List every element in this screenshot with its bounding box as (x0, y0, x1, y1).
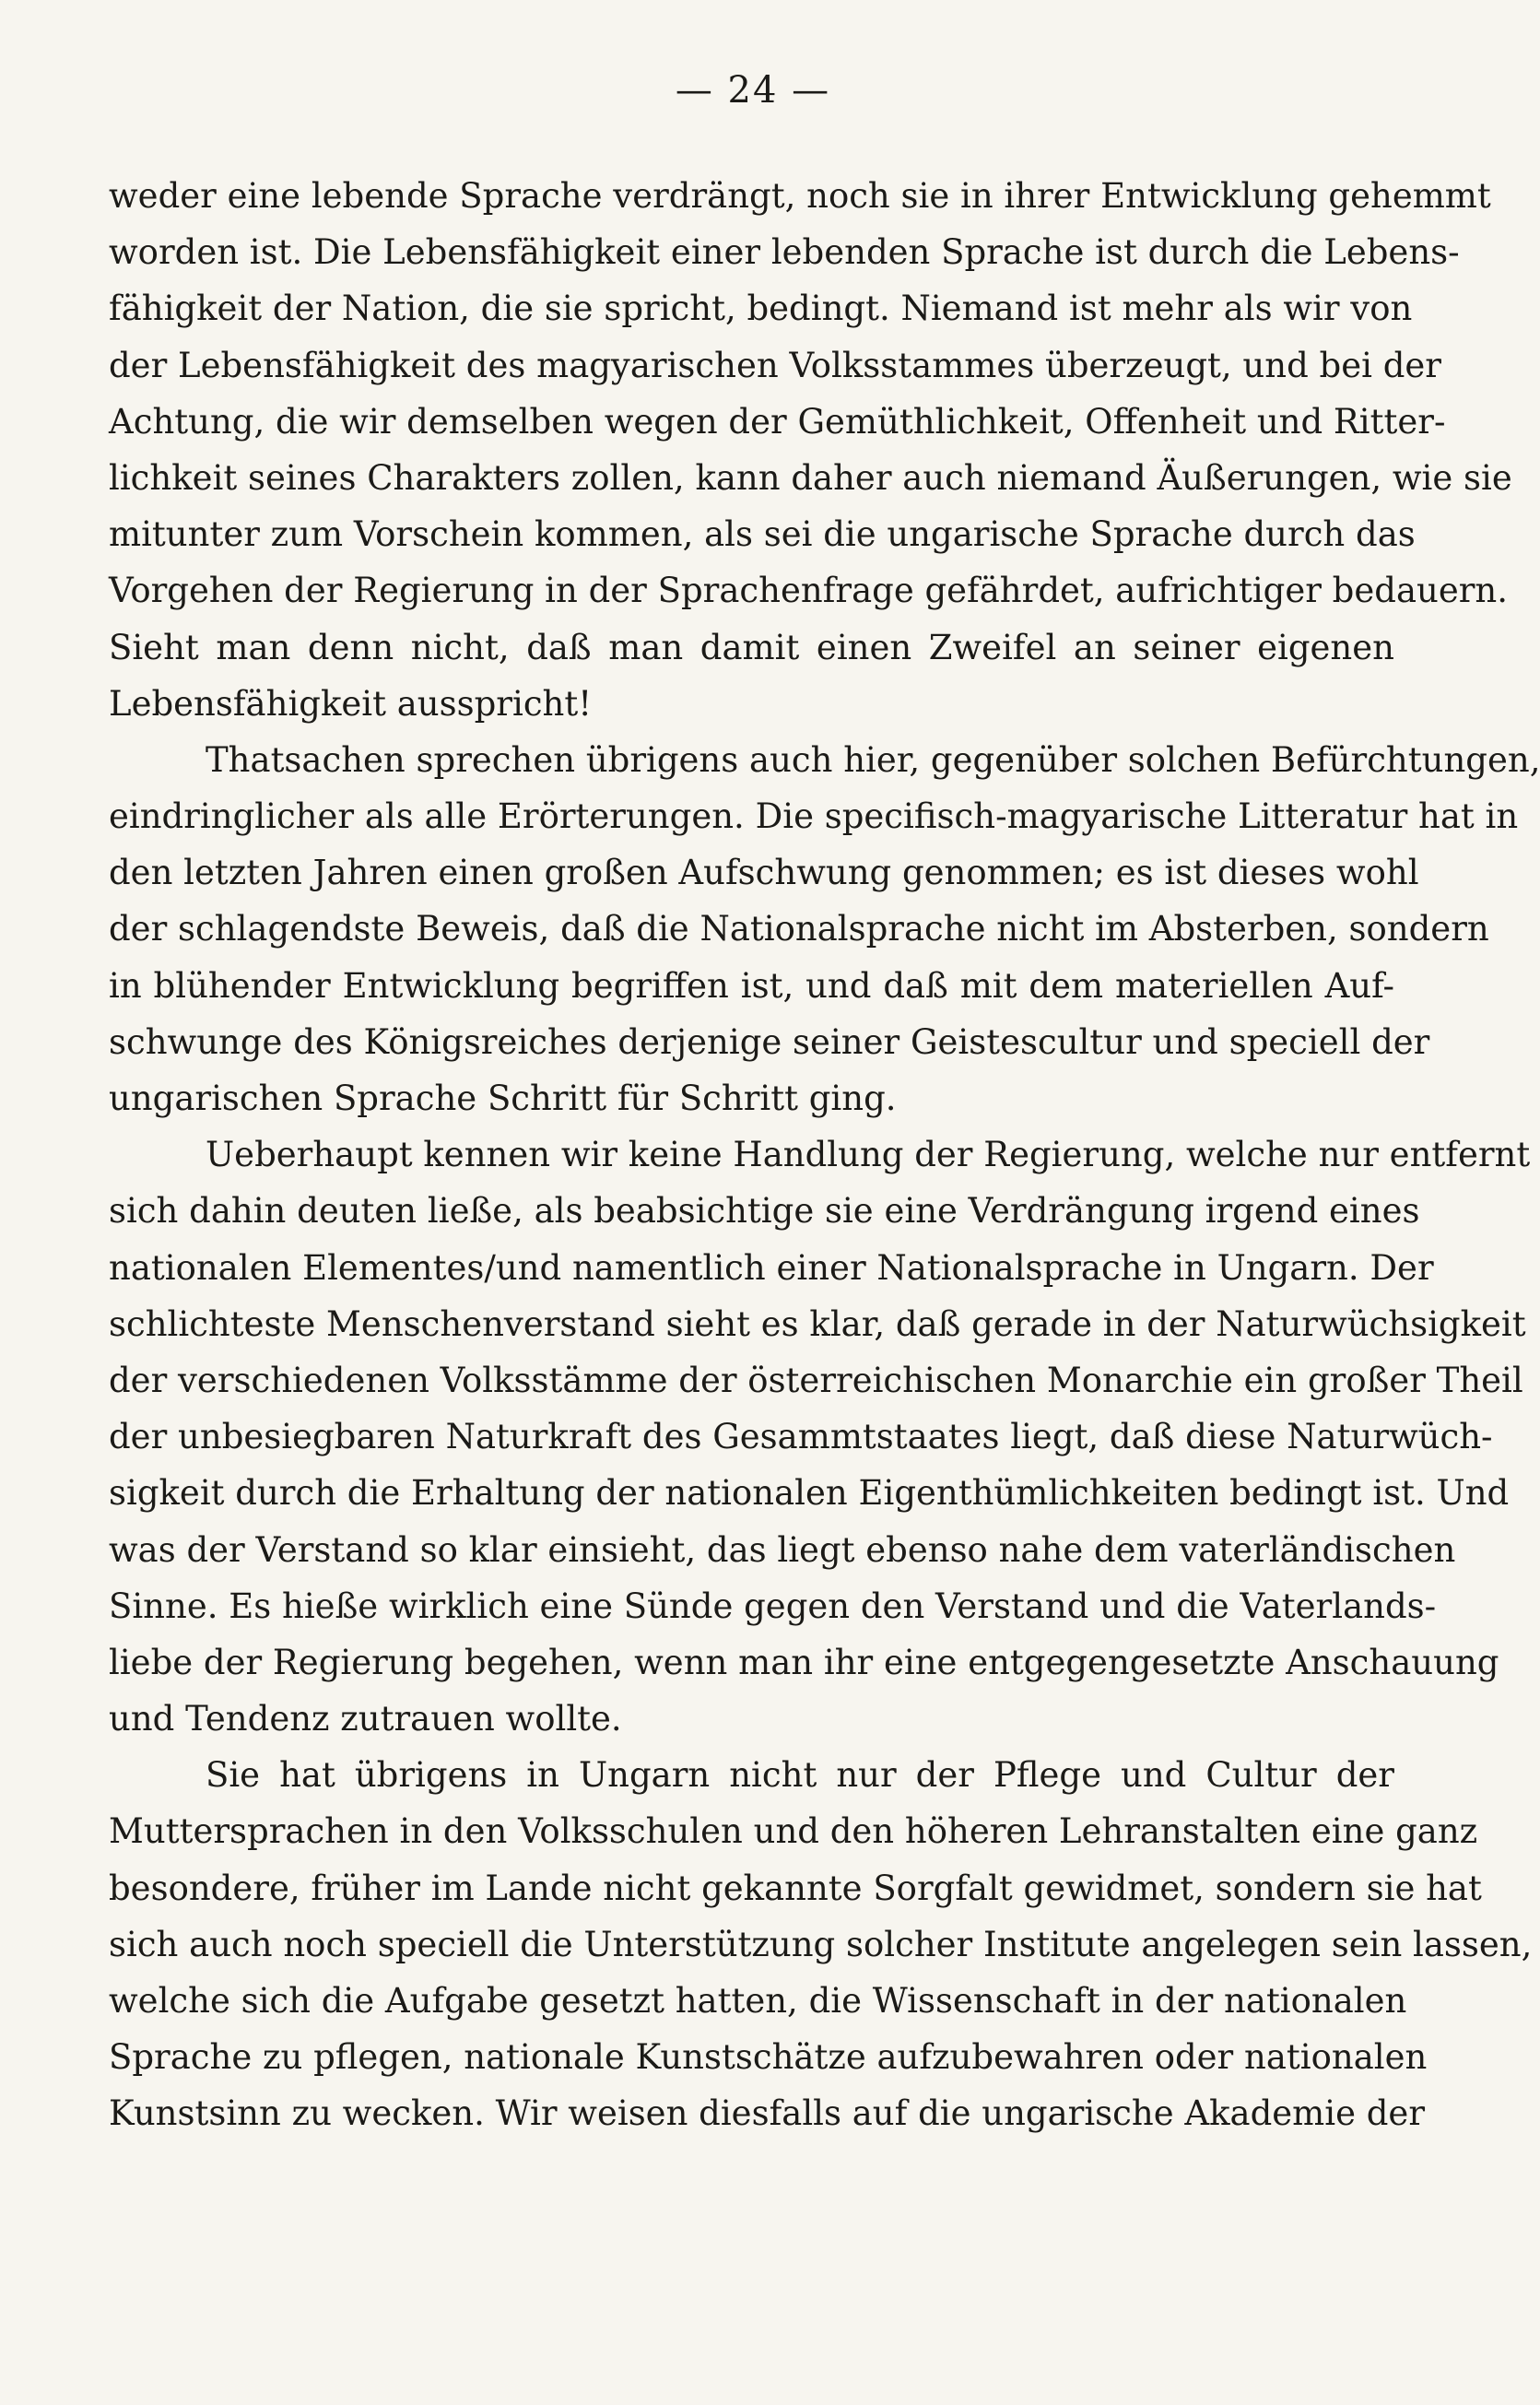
text-line: worden ist. Die Lebensfähigkeit einer lebenden Sprache ist durch die Lebens- (109, 232, 1460, 273)
text-line: der schlagendste Beweis, daß die Nationalsprache nicht im Absterben, sondern (109, 909, 1489, 949)
text-line: eindringlicher als alle Erörterungen. Die specifisch-magyarische Litteratur hat in (109, 796, 1519, 837)
text-line: weder eine lebende Sprache verdrängt, noch sie in ihrer Entwicklung gehemmt (109, 176, 1491, 216)
text-line: der unbesiegbaren Naturkraft des Gesammtstaates liegt, daß diese Naturwüch- (109, 1417, 1493, 1457)
text-line: fähigkeit der Nation, die sie spricht, bedingt. Niemand ist mehr als wir von (109, 289, 1413, 329)
text-line: schwunge des Königsreiches derjenige seiner Geistescultur und speciell der (109, 1021, 1430, 1062)
text-line: besondere, früher im Lande nicht gekannte Sorgfalt gewidmet, sondern sie hat (109, 1868, 1482, 1908)
text-line: Sinne. Es hieße wirklich eine Sünde gegen den Verstand und die Vaterlands- (109, 1586, 1437, 1626)
text-line: in blühender Entwicklung begriffen ist, und daß mit dem materiellen Auf- (109, 965, 1394, 1006)
paragraph-start-line: Thatsachen sprechen übrigens auch hier, gegenüber solchen Befürchtungen, (206, 739, 1540, 780)
text-line: Sieht man denn nicht, daß man damit einen Zweifel an seiner eigenen (109, 627, 1394, 667)
text-line: mitunter zum Vorschein kommen, als sei die ungarische Sprache durch das (109, 514, 1416, 555)
text-line: schlichteste Menschenverstand sieht es klar, daß gerade in der Naturwüchsigkeit (109, 1303, 1526, 1344)
text-line: Vorgehen der Regierung in der Sprachenfrage gefährdet, aufrichtiger bedauern. (109, 571, 1509, 611)
text-line: sigkeit durch die Erhaltung der nationalen Eigenthümlichkeiten bedingt ist. Und (109, 1473, 1510, 1514)
text-line: den letzten Jahren einen großen Aufschwung genommen; es ist dieses wohl (109, 853, 1419, 893)
page-number: — 24 — (675, 69, 831, 112)
text-line: welche sich die Aufgabe gesetzt hatten, die Wissenschaft in der nationalen (109, 1981, 1407, 2021)
text-line: der Lebensfähigkeit des magyarischen Volksstammes überzeugt, und bei der (109, 345, 1441, 385)
text-line: sich dahin deuten ließe, als beabsichtige sie eine Verdrängung irgend eines (109, 1191, 1420, 1232)
paragraph-start-line: Ueberhaupt kennen wir keine Handlung der Regierung, welche nur entfernt (206, 1135, 1531, 1175)
text-line: sich auch noch speciell die Unterstützung solcher Institute angelegen sein lassen, (109, 1924, 1533, 1964)
text-line: der verschiedenen Volksstämme der österreichischen Monarchie ein großer Theil (109, 1360, 1523, 1400)
paragraph-end-line: und Tendenz zutrauen wollte. (109, 1699, 622, 1739)
text-line: lichkeit seines Charakters zollen, kann daher auch niemand Äußerungen, wie sie (109, 457, 1512, 498)
text-line: Sprache zu pflegen, nationale Kunstschätze aufzubewahren oder nationalen (109, 2037, 1428, 2078)
text-line: nationalen Elementes/und namentlich einer Nationalsprache in Ungarn. Der (109, 1247, 1434, 1288)
paragraph-start-line: Sie hat übrigens in Ungarn nicht nur der Pflege und Cultur der (206, 1755, 1394, 1796)
body-text (109, 168, 1540, 2142)
text-line: Kunstsinn zu wecken. Wir weisen diesfalls auf die ungarische Akademie der (109, 2093, 1426, 2134)
text-line: Muttersprachen in den Volksschulen und den höheren Lehranstalten eine ganz (109, 1811, 1478, 1852)
text-line: Achtung, die wir demselben wegen der Gemüthlichkeit, Offenheit und Ritter- (109, 401, 1446, 442)
paragraph-end-line: Lebensfähigkeit ausspricht! (109, 683, 593, 724)
paragraph-end-line: ungarischen Sprache Schritt für Schritt ging. (109, 1079, 897, 1118)
text-line: was der Verstand so klar einsieht, das liegt ebenso nahe dem vaterländischen (109, 1529, 1456, 1570)
text-line: liebe der Regierung begehen, wenn man ihr eine entgegengesetzte Anschauung (109, 1642, 1499, 1682)
